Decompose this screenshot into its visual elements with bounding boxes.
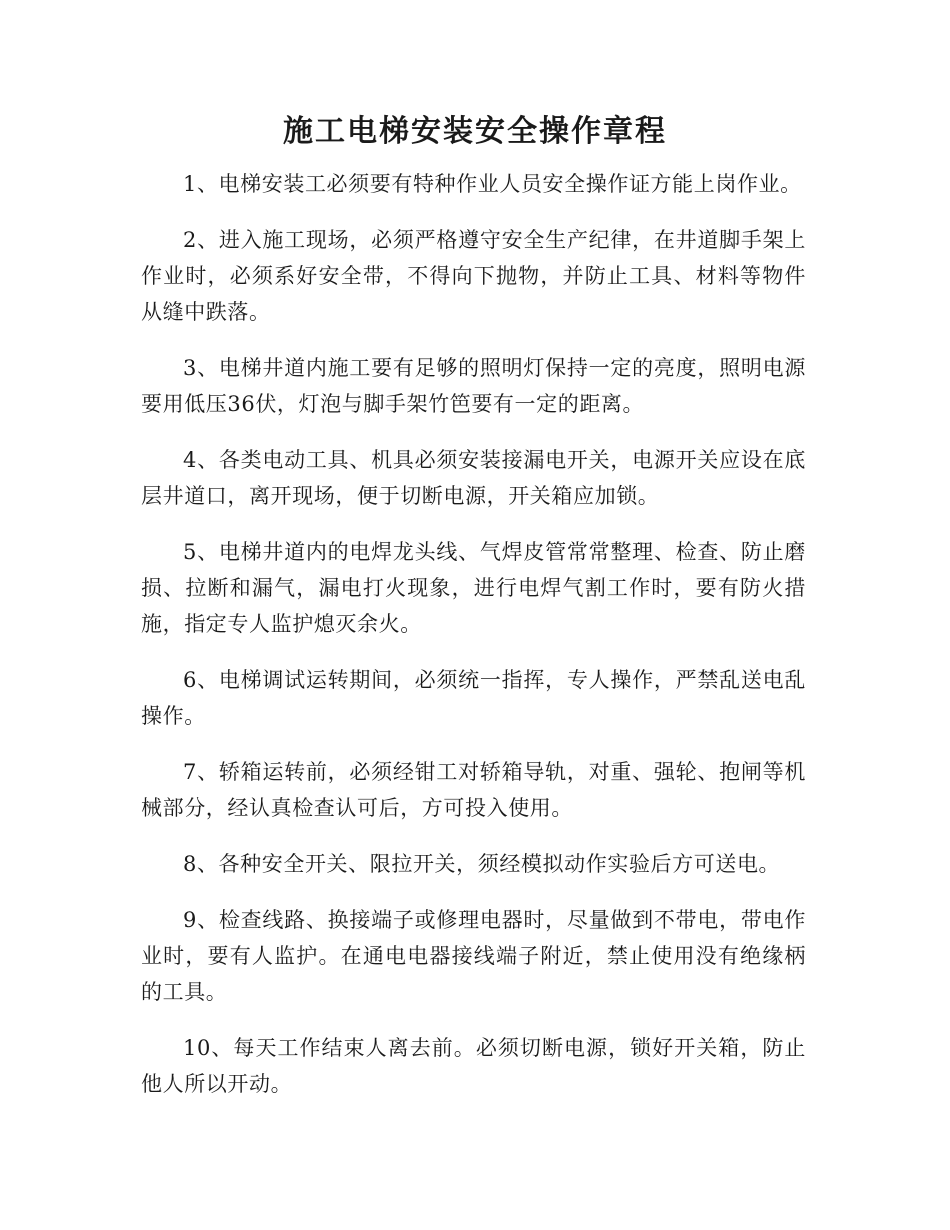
paragraph-10: 10、每天工作结束人离去前。必须切断电源，锁好开关箱，防止他人所以开动。 [141, 1036, 806, 1096]
document-body [141, 166, 806, 1122]
paragraph-6: 6、电梯调试运转期间，必须统一指挥，专人操作，严禁乱送电乱操作。 [141, 668, 806, 728]
paragraph-4: 4、各类电动工具、机具必须安装接漏电开关，电源开关应设在底层井道口，离开现场，便于切断电源，开关箱应加锁。 [141, 448, 806, 508]
paragraph-9: 9、检查线路、换接端子或修理电器时，尽量做到不带电，带电作业时，要有人监护。在通电电器接线端子附近，禁止使用没有绝缘柄的工具。 [141, 908, 806, 1004]
paragraph-7: 7、轿箱运转前，必须经钳工对轿箱导轨，对重、强轮、抱闸等机械部分，经认真检查认可后，方可投入使用。 [141, 760, 806, 820]
paragraph-2: 2、进入施工现场，必须严格遵守安全生产纪律，在井道脚手架上作业时，必须系好安全带，不得向下抛物，并防止工具、材料等物件从缝中跌落。 [141, 228, 806, 324]
paragraph-8: 8、各种安全开关、限拉开关，须经模拟动作实验后方可送电。 [183, 852, 781, 876]
paragraph-1: 1、电梯安装工必须要有特种作业人员安全操作证方能上岗作业。 [183, 172, 802, 196]
paragraph-5: 5、电梯井道内的电焊龙头线、气焊皮管常常整理、检查、防止磨损、拉断和漏气，漏电打火现象，进行电焊气割工作时，要有防火措施，指定专人监护熄灭余火。 [141, 540, 806, 636]
document-title: 施工电梯安装安全操作章程 [283, 114, 667, 149]
paragraph-3: 3、电梯井道内施工要有足够的照明灯保持一定的亮度，照明电源要用低压36伏，灯泡与脚手架竹笆要有一定的距离。 [141, 356, 806, 416]
